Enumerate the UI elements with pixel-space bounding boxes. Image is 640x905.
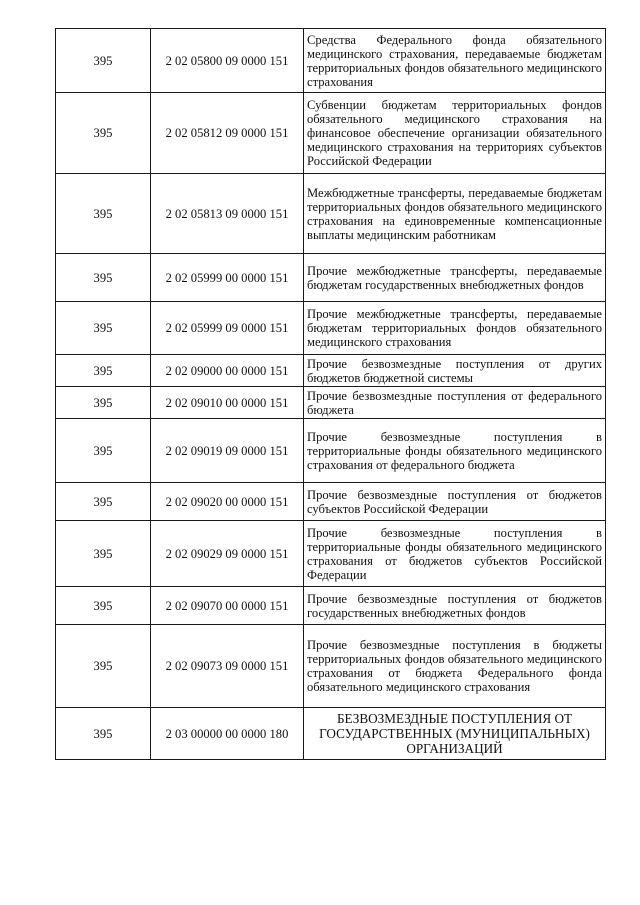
- income-name-cell: Прочие безвозмездные поступления от бюджетов государственных внебюджетных фондов: [304, 587, 606, 625]
- table-row: [56, 29, 606, 93]
- admin-code-cell: 395: [56, 708, 151, 760]
- budget-code-cell: 2 02 09070 00 0000 151: [151, 587, 304, 625]
- table-row: [56, 355, 606, 387]
- income-name-cell: Прочие безвозмездные поступления в территориальные фонды обязательного медицинского страхования от бюджетов субъектов Российской Федерации: [304, 521, 606, 587]
- admin-code-cell: 395: [56, 521, 151, 587]
- table-row: [56, 174, 606, 254]
- admin-code-cell: 395: [56, 625, 151, 708]
- table-row: [56, 483, 606, 521]
- income-name-cell: Прочие межбюджетные трансферты, передаваемые бюджетам территориальных фондов обязательного медицинского страхования: [304, 302, 606, 355]
- table-row: [56, 254, 606, 302]
- budget-code-cell: 2 02 09000 00 0000 151: [151, 355, 304, 387]
- budget-code-cell: 2 03 00000 00 0000 180: [151, 708, 304, 760]
- table-row: [56, 625, 606, 708]
- budget-code-cell: 2 02 05999 00 0000 151: [151, 254, 304, 302]
- income-name-cell: Прочие безвозмездные поступления в территориальные фонды обязательного медицинского страхования от федерального бюджета: [304, 419, 606, 483]
- admin-code-cell: 395: [56, 254, 151, 302]
- income-name-cell: Прочие межбюджетные трансферты, передаваемые бюджетам государственных внебюджетных фондов: [304, 254, 606, 302]
- table-row: [56, 587, 606, 625]
- table-row: [56, 387, 606, 419]
- table-row: [56, 302, 606, 355]
- budget-code-cell: 2 02 05812 09 0000 151: [151, 93, 304, 174]
- admin-code-cell: 395: [56, 174, 151, 254]
- budget-classification-table: [55, 28, 606, 760]
- budget-code-cell: 2 02 09010 00 0000 151: [151, 387, 304, 419]
- admin-code-cell: 395: [56, 302, 151, 355]
- budget-code-cell: 2 02 09020 00 0000 151: [151, 483, 304, 521]
- admin-code-cell: 395: [56, 29, 151, 93]
- budget-code-cell: 2 02 09073 09 0000 151: [151, 625, 304, 708]
- table-row: [56, 419, 606, 483]
- income-name-cell: БЕЗВОЗМЕЗДНЫЕ ПОСТУПЛЕНИЯ ОТ ГОСУДАРСТВЕННЫХ (МУНИЦИПАЛЬНЫХ) ОРГАНИЗАЦИЙ: [304, 708, 606, 760]
- admin-code-cell: 395: [56, 587, 151, 625]
- income-name-cell: Субвенции бюджетам территориальных фондов обязательного медицинского страхования на финансовое обеспечение организации обязательного медицинского страхования на территориях субъектов Российской Федерации: [304, 93, 606, 174]
- table-row: [56, 93, 606, 174]
- income-name-cell: Средства Федерального фонда обязательного медицинского страхования, передаваемые бюджетам территориальных фондов обязательного медицинского страхования: [304, 29, 606, 93]
- admin-code-cell: 395: [56, 355, 151, 387]
- budget-code-cell: 2 02 05813 09 0000 151: [151, 174, 304, 254]
- table-row: [56, 708, 606, 760]
- admin-code-cell: 395: [56, 419, 151, 483]
- income-name-cell: Прочие безвозмездные поступления в бюджеты территориальных фондов обязательного медицинского страхования от бюджета Федерального фонда обязательного медицинского страхования: [304, 625, 606, 708]
- income-name-cell: Прочие безвозмездные поступления от федерального бюджета: [304, 387, 606, 419]
- admin-code-cell: 395: [56, 387, 151, 419]
- table-row: [56, 521, 606, 587]
- budget-code-cell: 2 02 09029 09 0000 151: [151, 521, 304, 587]
- budget-code-cell: 2 02 05800 09 0000 151: [151, 29, 304, 93]
- budget-code-cell: 2 02 09019 09 0000 151: [151, 419, 304, 483]
- table-body: [56, 29, 606, 760]
- budget-code-cell: 2 02 05999 09 0000 151: [151, 302, 304, 355]
- admin-code-cell: 395: [56, 483, 151, 521]
- income-name-cell: Межбюджетные трансферты, передаваемые бюджетам территориальных фондов обязательного медицинского страхования на единовременные компенсационные выплаты медицинским работникам: [304, 174, 606, 254]
- admin-code-cell: 395: [56, 93, 151, 174]
- income-name-cell: Прочие безвозмездные поступления от других бюджетов бюджетной системы: [304, 355, 606, 387]
- income-name-cell: Прочие безвозмездные поступления от бюджетов субъектов Российской Федерации: [304, 483, 606, 521]
